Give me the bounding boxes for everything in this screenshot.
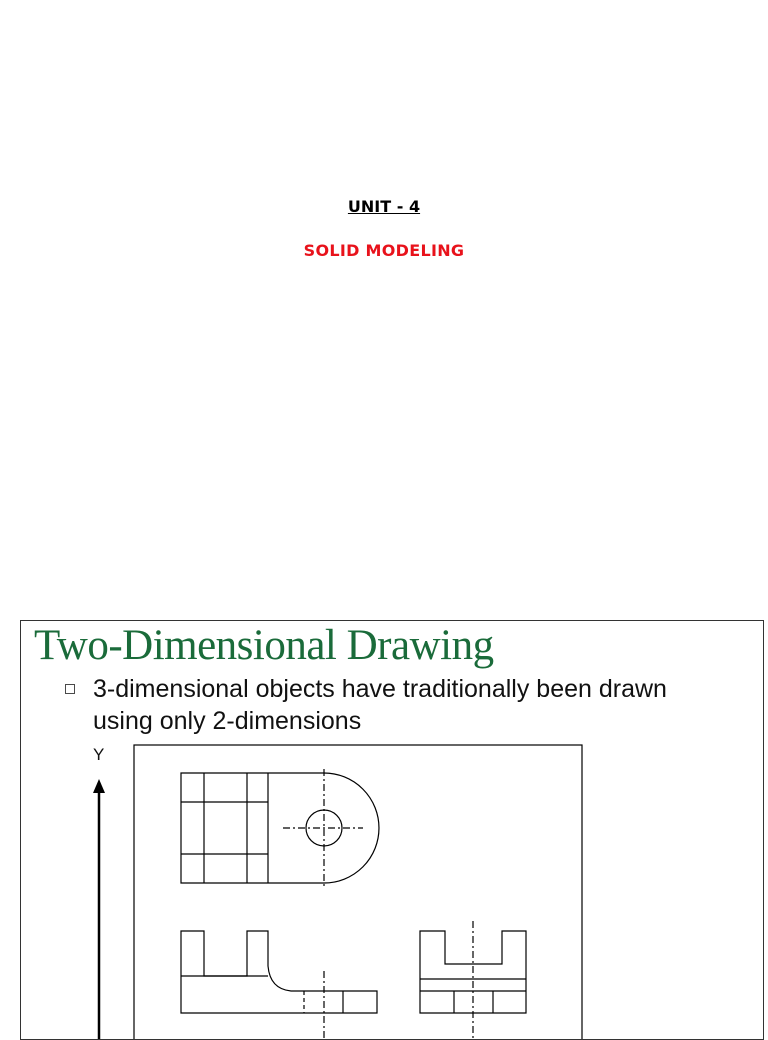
y-axis-arrowhead-icon [93,779,105,793]
orthographic-drawing [21,621,764,1040]
axis-y-label: Y [93,745,105,764]
slide-image [20,620,764,1040]
unit-heading: UNIT - 4 [347,197,421,216]
slide-title: Two-Dimensional Drawing [34,622,494,669]
top-view [181,769,379,889]
subject-title: SOLID MODELING [303,241,465,260]
drawing-frame [134,745,582,1040]
side-view [420,921,526,1040]
bullet-text: 3-dimensional objects have traditionally been drawn using only 2-dimensions [93,675,667,735]
